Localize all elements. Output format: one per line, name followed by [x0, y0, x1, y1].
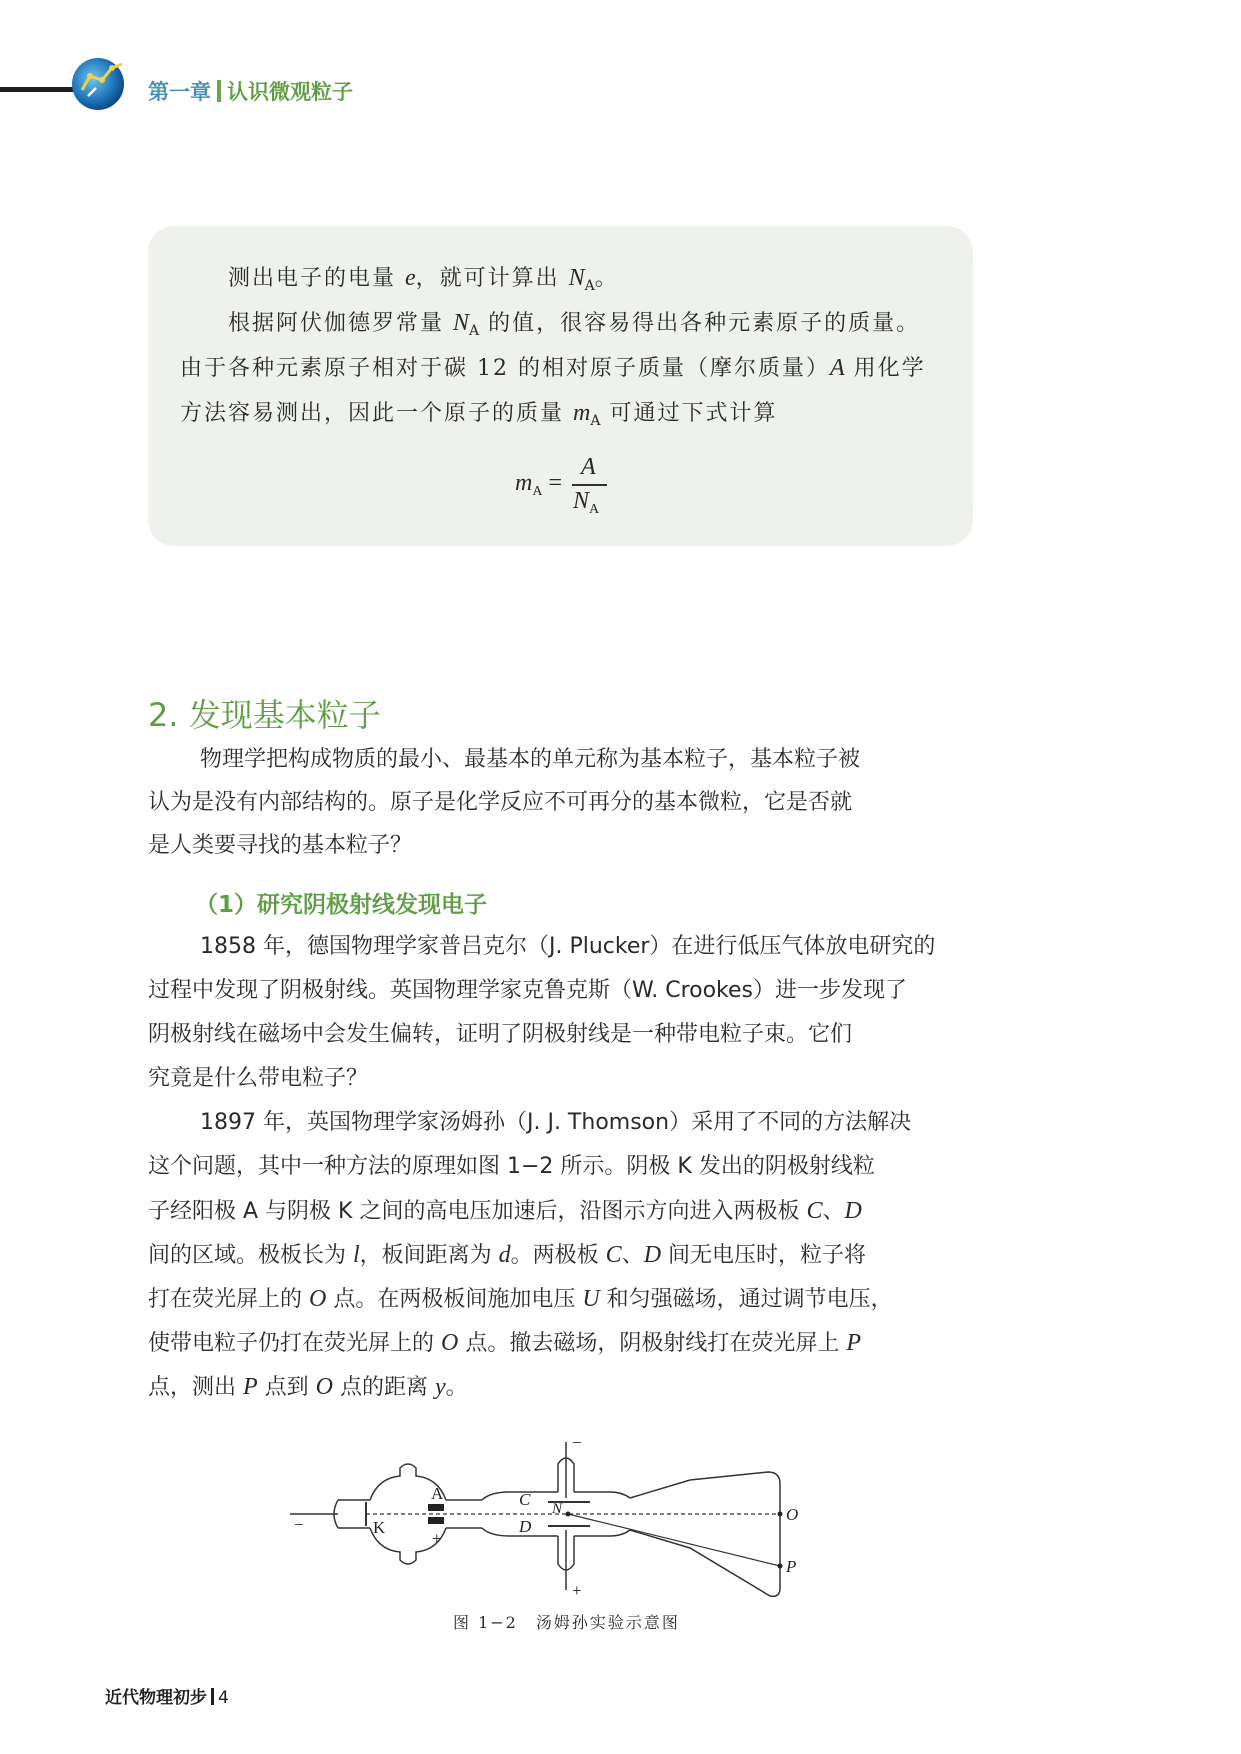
- label-plate-C: C: [519, 1490, 531, 1509]
- para2-line-3: 阴极射线在磁场中会发生偏转，证明了阴极射线是一种带电粒子束。它们: [148, 1022, 853, 1047]
- para3-line-6: 使带电粒子仍打在荧光屏上的 O 点。撤去磁场，阴极射线打在荧光屏上 P: [148, 1330, 862, 1356]
- footer-separator: [211, 1688, 214, 1705]
- label-point-P: P: [786, 1557, 797, 1576]
- box-line-1: 测出电子的电量 e，就可计算出 $N_A$。: [228, 265, 619, 294]
- subsection-title: （1）研究阴极射线发现电子: [195, 892, 488, 918]
- formula-fraction-bar: [572, 484, 607, 486]
- page-number: 4: [218, 1688, 229, 1708]
- para2-line-1: 1858 年，德国物理学家普吕克尔（J. Plucker）在进行低压气体放电研究的: [200, 934, 936, 959]
- para3-line-5: 打在荧光屏上的 O 点。在两极板间施加电压 U 和匀强磁场，通过调节电压，: [148, 1286, 893, 1312]
- chapter-title: 认识微观粒子: [227, 80, 353, 104]
- label-plus-bottom: +: [572, 1581, 582, 1598]
- para3-line-7: 点，测出 P 点到 O 点的距离 y。: [148, 1374, 468, 1400]
- thomson-apparatus-diagram: [290, 1438, 850, 1598]
- figure-caption: 图 1−2 汤姆孙实验示意图: [453, 1613, 680, 1632]
- label-point-N: N: [552, 1501, 563, 1517]
- formula-lhs: $m_A$ =: [515, 470, 563, 499]
- para2-line-4: 究竟是什么带电粒子？: [148, 1066, 369, 1091]
- section-title: 2. 发现基本粒子: [148, 696, 381, 734]
- para3-line-2: 这个问题，其中一种方法的原理如图 1−2 所示。阴极 K 发出的阴极射线粒: [148, 1154, 875, 1179]
- label-anode-A: A: [431, 1484, 444, 1503]
- para2-line-2: 过程中发现了阴极射线。英国物理学家克鲁克斯（W. Crookes）进一步发现了: [148, 978, 908, 1003]
- para1-line-2: 认为是没有内部结构的。原子是化学反应不可再分的基本微粒，它是否就: [148, 790, 853, 815]
- box-line-3: 由于各种元素原子相对于碳 12 的相对原子质量（摩尔质量）A 用化学: [180, 355, 926, 381]
- formula-denominator: $N_A$: [573, 488, 600, 517]
- para3-line-4: 间的区域。极板长为 l，板间距离为 d。两极板 C、D 间无电压时，粒子将: [148, 1242, 867, 1268]
- mass-formula: [515, 454, 615, 520]
- para3-line-1: 1897 年，英国物理学家汤姆孙（J. J. Thomson）采用了不同的方法解决: [200, 1110, 912, 1135]
- formula-numerator: A: [581, 454, 596, 480]
- para1-line-1: 物理学把构成物质的最小、最基本的单元称为基本粒子，基本粒子被: [200, 747, 861, 772]
- chapter-number: 第一章: [148, 80, 211, 104]
- label-cathode-K: K: [373, 1518, 386, 1537]
- label-anode-plus: +: [432, 1529, 442, 1548]
- footer-book-title: 近代物理初步: [105, 1688, 207, 1708]
- para3-line-3: 子经阳极 A 与阴极 K 之间的高电压加速后，沿图示方向进入两极板 C、D: [148, 1198, 862, 1224]
- label-plate-D: D: [519, 1517, 532, 1536]
- chapter-logo-icon: [68, 50, 132, 114]
- label-point-O: O: [786, 1505, 799, 1524]
- label-minus-top: −: [572, 1438, 582, 1452]
- box-line-2: 根据阿伏伽德罗常量 $N_A$ 的值，很容易得出各种元素原子的质量。: [228, 310, 921, 339]
- chapter-label: [148, 76, 353, 106]
- label-minus-left: −: [294, 1515, 304, 1534]
- footer-label: [105, 1683, 229, 1708]
- para1-line-3: 是人类要寻找的基本粒子？: [148, 833, 413, 858]
- chapter-separator: [217, 80, 221, 102]
- box-line-4: 方法容易测出，因此一个原子的质量 $m_A$ 可通过下式计算: [180, 400, 778, 429]
